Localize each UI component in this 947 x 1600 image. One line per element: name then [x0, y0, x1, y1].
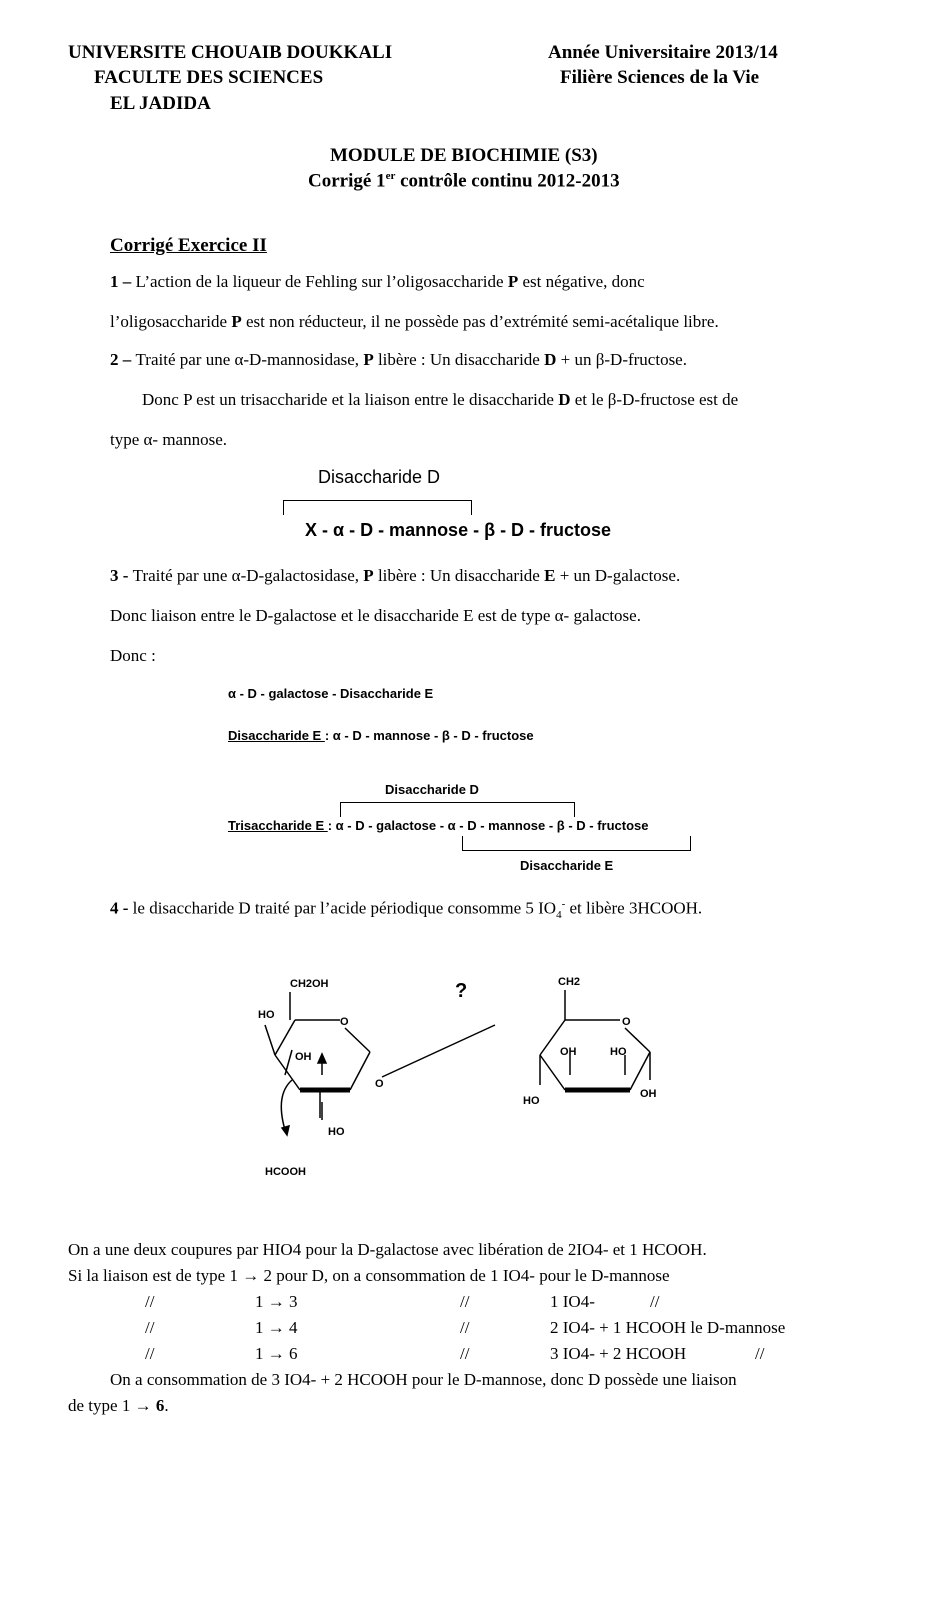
galactose-disaccharide-line: α - D - galactose - Disaccharide E — [228, 686, 434, 701]
row3-ditto2: // — [460, 1344, 470, 1363]
ho-bottom-label: HO — [328, 1126, 345, 1138]
ch2oh-label: CH2OH — [290, 978, 329, 990]
section-heading: Corrigé Exercice II — [110, 235, 267, 256]
o-link-label: O — [375, 1078, 384, 1090]
mannose-ring — [540, 990, 650, 1090]
row2-link: 1 → 4 — [255, 1318, 298, 1337]
o-ring-label: O — [340, 1016, 349, 1028]
galactose-ring — [265, 992, 495, 1135]
ch2-right-label: CH2 — [558, 976, 581, 988]
question-mark: ? — [455, 980, 468, 1002]
academic-year: Année Universitaire 2013/14 — [548, 42, 778, 63]
row1-ditto: // — [145, 1292, 155, 1311]
ho-right-bottom-label: HO — [523, 1095, 540, 1107]
row2-ditto: // — [145, 1318, 155, 1337]
disaccharide-d-small-bracket — [340, 802, 575, 817]
filiere: Filière Sciences de la Vie — [560, 67, 760, 88]
disaccharide-e-line: Disaccharide E : α - D - mannose - β - D - fructose — [228, 728, 534, 743]
row3-tail: // — [755, 1344, 765, 1363]
q1-line2: l’oligosaccharide P est non réducteur, il ne possède pas d’extrémité semi-acétalique libre. — [110, 312, 719, 331]
row2-result: 2 IO4- + 1 HCOOH le D-mannose — [550, 1318, 786, 1337]
conclusion-line1: On a une deux coupures par HIO4 pour la D-galactose avec libération de 2IO4- et 1 HCOOH. — [68, 1240, 707, 1259]
disaccharide-d-bracket — [283, 500, 472, 515]
q3-line3: Donc : — [110, 646, 156, 665]
oh-right2-label: OH — [640, 1088, 657, 1100]
hcooh-label: HCOOH — [265, 1166, 306, 1178]
ho-right-label: HO — [610, 1046, 627, 1058]
oh-right1-label: OH — [560, 1046, 577, 1058]
module-title: MODULE DE BIOCHIMIE (S3) — [330, 145, 598, 166]
row3-link: 1 → 6 — [255, 1344, 298, 1363]
row2-ditto2: // — [460, 1318, 470, 1337]
q1-line1: 1 – L’action de la liqueur de Fehling sur l’oligosaccharide P est négative, donc — [110, 272, 645, 291]
disaccharide-e-small-label: Disaccharide E — [520, 858, 614, 873]
q4-line: 4 - le disaccharide D traité par l’acide périodique consomme 5 $IO_4^-$ et libère 3HCOOH. — [110, 898, 703, 922]
row3-ditto: // — [145, 1344, 155, 1363]
conclusion-line2: Si la liaison est de type 1 → 2 pour D, on a consommation de 1 IO4- pour le D-mannose — [68, 1266, 670, 1285]
q3-line1: 3 - Traité par une α-D-galactosidase, P libère : Un disaccharide E + un D-galactose. — [110, 566, 681, 585]
trisaccharide-line: Trisaccharide E : α - D - galactose - α - D - mannose - β - D - fructose — [228, 818, 649, 833]
conclusion-line6: On a consommation de 3 IO4- + 2 HCOOH pour le D-mannose, donc D possède une liaison — [110, 1370, 737, 1389]
disaccharide-structure — [240, 970, 680, 1185]
row3-result: 3 IO4- + 2 HCOOH — [550, 1344, 687, 1363]
disaccharide-e-small-bracket — [462, 836, 691, 851]
q2-line2: Donc P est un trisaccharide et la liaison entre le disaccharide D et le β-D-fructose est de — [142, 390, 739, 409]
faculty-name: FACULTE DES SCIENCES — [94, 67, 324, 88]
q3-line2: Donc liaison entre le D-galactose et le disaccharide E est de type α- galactose. — [110, 606, 641, 625]
disaccharide-d-small-label: Disaccharide D — [385, 782, 479, 797]
city-name: EL JADIDA — [110, 93, 211, 114]
ho-top-label: HO — [258, 1009, 275, 1021]
disaccharide-d-label: Disaccharide D — [318, 467, 441, 487]
university-name: UNIVERSITE CHOUAIB DOUKKALI — [68, 42, 393, 63]
disaccharide-d-formula: X - α - D - mannose - β - D - fructose — [305, 520, 612, 540]
row1-link: 1 → 3 — [255, 1292, 298, 1311]
row1-tail: // — [650, 1292, 660, 1311]
o-ring-right-label: O — [622, 1016, 631, 1028]
q2-line3: type α- mannose. — [110, 430, 228, 449]
row1-ditto2: // — [460, 1292, 470, 1311]
oh-inner-label: OH — [295, 1051, 312, 1063]
row1-result: 1 IO4- — [550, 1292, 595, 1311]
q2-line1: 2 – Traité par une α-D-mannosidase, P libère : Un disaccharide D + un β-D-fructose. — [110, 350, 687, 369]
corrige-title: Corrigé 1er contrôle continu 2012-2013 — [308, 170, 620, 192]
conclusion-line7: de type 1 → 6. — [68, 1396, 169, 1415]
